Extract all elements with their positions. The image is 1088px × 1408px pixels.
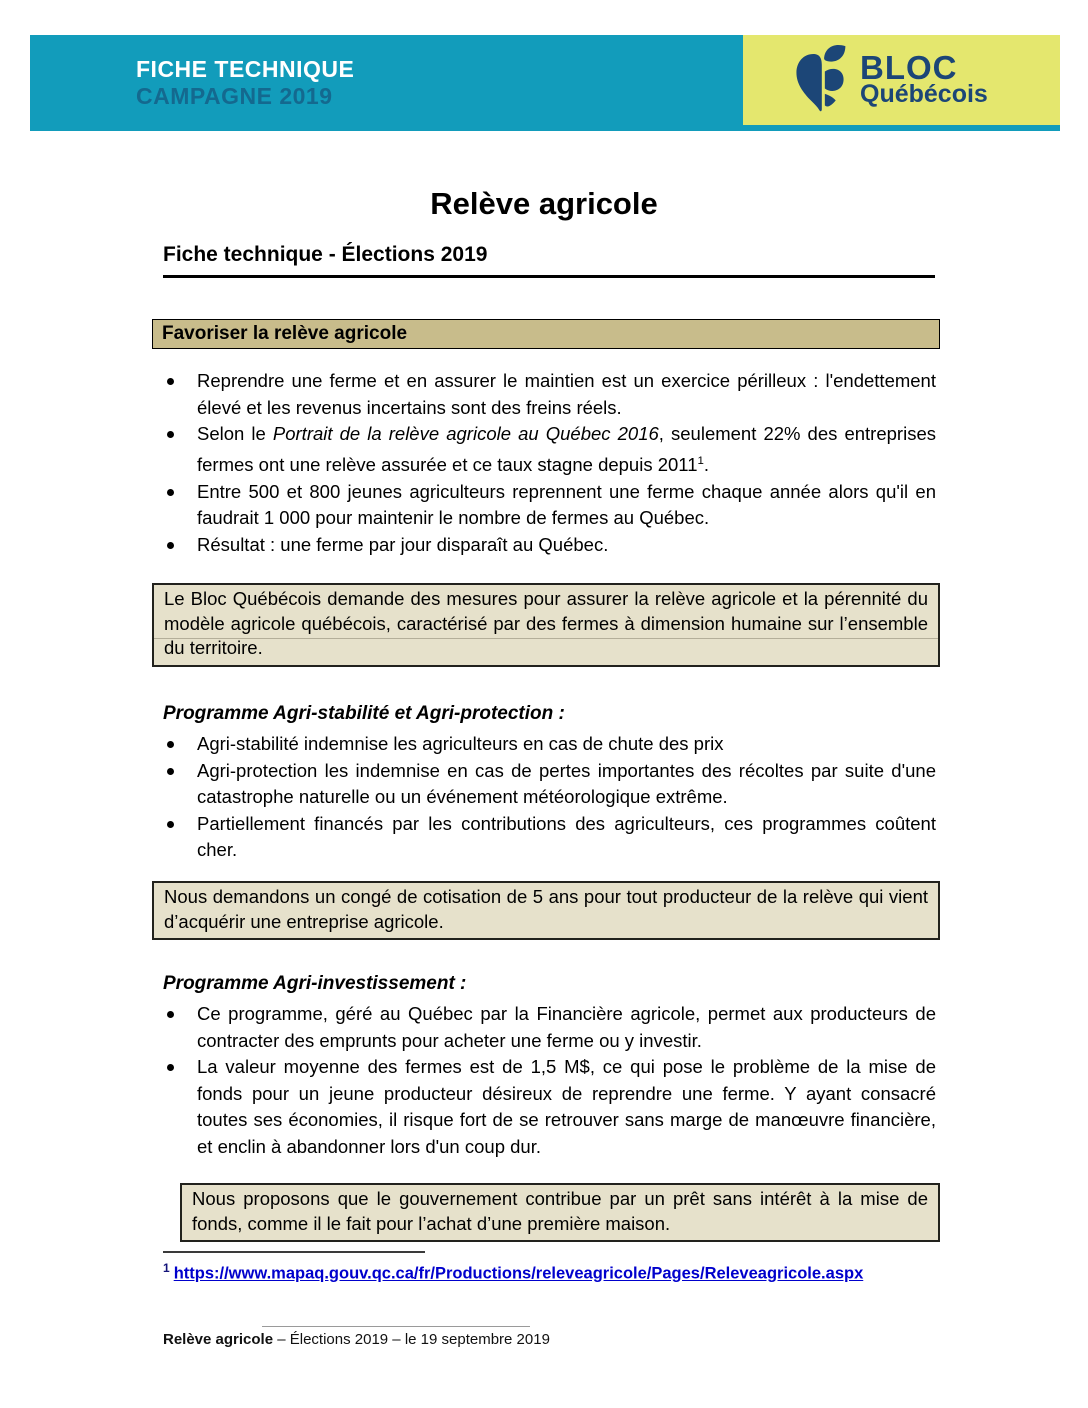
bloc-wordmark-line1: BLOC bbox=[860, 49, 958, 86]
footer-separator bbox=[262, 1326, 530, 1327]
callout-demande-mesures: Le Bloc Québécois demande des mesures pour assurer la relève agricole et la pérennité du modèle agricole québécois, caractérisé par des fermes à dimension humaine sur l’ensemble du territoire. bbox=[152, 583, 940, 667]
section-banner-favoriser: Favoriser la relève agricole bbox=[152, 319, 940, 349]
bullet-item: Entre 500 et 800 jeunes agriculteurs reprennent une ferme chaque année alors qu'il en faudrait 1 000 pour maintenir le nombre de fermes au Québec. bbox=[152, 479, 936, 532]
bullet-item: Agri-stabilité indemnise les agriculteurs en cas de chute des prix bbox=[152, 731, 936, 758]
callout-conge-cotisation: Nous demandons un congé de cotisation de 5 ans pour tout producteur de la relève qui vient d’acquérir une entreprise agricole. bbox=[152, 881, 940, 940]
bloc-heart-leaf-icon bbox=[791, 43, 849, 117]
bullet-item: Ce programme, géré au Québec par la Financière agricole, permet aux producteurs de contracter des emprunts pour acheter une ferme ou y investir. bbox=[152, 1001, 936, 1054]
bullet-list-agri-investissement bbox=[152, 1001, 936, 1161]
bloc-wordmark-line2: Québécois bbox=[860, 80, 988, 108]
bullet-item: La valeur moyenne des fermes est de 1,5 M$, ce qui pose le problème de la mise de fonds pour un jeune producteur désireux de reprendre une ferme. Y ayant consacré toutes ses économies, il risque fort de se retrouver sans marge de manœuvre financière, et enclin à abandonner lors d'un coup dur. bbox=[152, 1054, 936, 1160]
header-band bbox=[30, 35, 1060, 131]
bullet-item: Résultat : une ferme par jour disparaît au Québec. bbox=[152, 532, 936, 559]
fiche-technique-label: FICHE TECHNIQUE bbox=[136, 56, 355, 82]
heading-agri-investissement: Programme Agri-investissement : bbox=[163, 973, 467, 994]
campagne-2019-label: CAMPAGNE 2019 bbox=[136, 83, 333, 109]
footer-edition-date: – Élections 2019 – le 19 septembre 2019 bbox=[273, 1331, 550, 1348]
bullet-item: Selon le Portrait de la relève agricole au Québec 2016, seulement 22% des entreprises fermes ont une relève assurée et ce taux stagne depuis 2011$^1$. bbox=[152, 421, 936, 478]
bullet-item: Agri-protection les indemnise en cas de pertes importantes des récoltes par suite d'une catastrophe naturelle ou un événement météorologique extrême. bbox=[152, 758, 936, 811]
header-band-text bbox=[136, 56, 354, 110]
doc-subtitle: Fiche technique - Élections 2019 bbox=[163, 243, 935, 278]
bullet-item: Partiellement financés par les contributions des agriculteurs, ces programmes coûtent cher. bbox=[152, 811, 936, 864]
bloc-quebecois-logo bbox=[791, 43, 988, 117]
footnote-link[interactable]: https://www.mapaq.gouv.qc.ca/fr/Productions/releveagricole/Pages/Releveagricole.aspx bbox=[173, 1264, 864, 1283]
footer-text bbox=[163, 1331, 550, 1348]
bullet-list-context bbox=[152, 368, 936, 558]
bullet-item: Reprendre une ferme et en assurer le maintien est un exercice périlleux : l'endettement élevé et les revenus incertains sont des freins réels. bbox=[152, 368, 936, 421]
bloc-wordmark bbox=[860, 49, 988, 108]
footer-doc-title: Relève agricole bbox=[163, 1331, 274, 1348]
logo-panel bbox=[743, 35, 1060, 125]
footnote-marker: 1 bbox=[163, 1261, 170, 1275]
footnote bbox=[163, 1261, 863, 1284]
callout-pret-sans-interet: Nous proposons que le gouvernement contribue par un prêt sans intérêt à la mise de fonds, comme il le fait pour l’achat d’une première maison. bbox=[180, 1183, 940, 1242]
heading-agri-stabilite-protection: Programme Agri-stabilité et Agri-protection : bbox=[163, 703, 565, 724]
page-title: Relève agricole bbox=[430, 186, 658, 221]
bullet-list-agri-stabilite bbox=[152, 731, 936, 864]
footnote-separator bbox=[163, 1251, 425, 1253]
